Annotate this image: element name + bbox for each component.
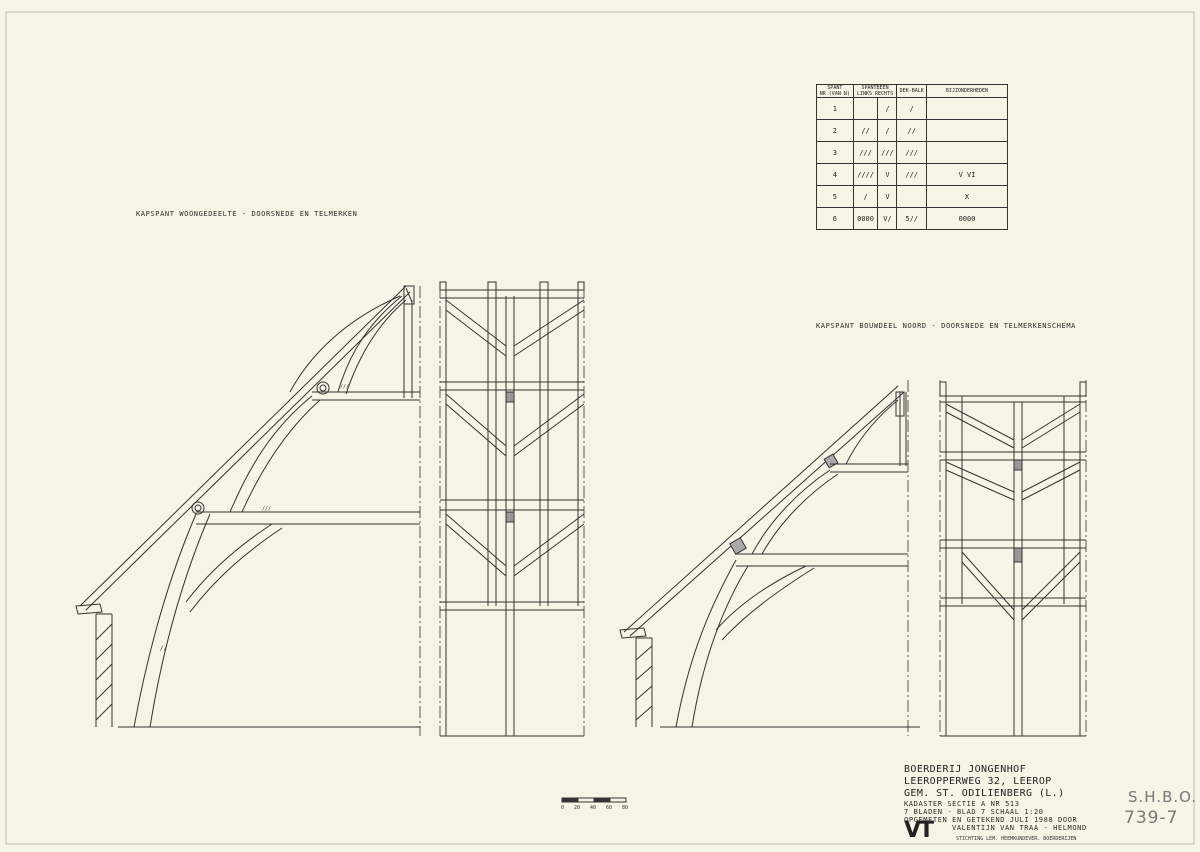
vt-logo: VT — [904, 818, 933, 843]
title-line-1: BOERDERIJ JONGENHOF — [904, 764, 1026, 775]
legend-header-dekbalk: DEK-BALK — [897, 85, 927, 98]
scale-tick-60: 60 — [606, 805, 613, 811]
right-drawing-title: KAPSPANT BOUWDEEL NOORD - DOORSNEDE EN TELMERKENSCHEMA — [816, 322, 1076, 330]
right-truss-section — [620, 380, 920, 736]
left-truss-elevation — [440, 282, 584, 736]
title-footer: STICHTING LEM. HEEMKUNDEVER. BOERDERIJEN — [956, 836, 1077, 842]
svg-text:///: /// — [262, 506, 272, 512]
scale-bar — [562, 798, 626, 802]
scale-tick-80: 80 — [622, 805, 629, 811]
title-line-2: LEEROPPERWEG 32, LEEROP — [904, 776, 1052, 787]
scale-tick-0: 0 — [561, 805, 565, 811]
sheet-number: 739-7 — [1124, 808, 1179, 828]
legend-row: 2 // / // — [817, 120, 1008, 142]
title-line-6: OPGEMETEN EN GETEKEND JULI 1988 DOOR — [904, 816, 1078, 824]
right-truss-elevation — [940, 380, 1086, 736]
sheet-border — [6, 12, 1194, 844]
legend-header-spant: SPANT NR (VAN N) — [817, 85, 854, 98]
legend-header-spantbeen: SPANTBEEN LINKS RECHTS — [853, 85, 897, 98]
scale-tick-20: 20 — [574, 805, 581, 811]
org-stamp: S.H.B.O. — [1128, 788, 1198, 806]
title-line-5: 7 BLADEN - BLAD 7 SCHAAL 1:20 — [904, 808, 1044, 816]
title-line-7: VALENTIJN VAN TRAA - HELMOND — [952, 824, 1087, 832]
legend-row: 1 / / — [817, 98, 1008, 120]
legend-header-bijzonderheden: BIJZONDERHEDEN — [927, 85, 1008, 98]
rafter-line — [80, 286, 406, 606]
legend-row: 3 /// /// /// — [817, 142, 1008, 164]
scale-tick-40: 40 — [590, 805, 597, 811]
left-drawing-title: KAPSPANT WOONGEDEELTE - DOORSNEDE EN TELMERKEN — [136, 210, 358, 218]
title-line-4: KADASTER SECTIE A NR 513 — [904, 800, 1020, 808]
legend-row: 6 0000 V/ 5// 0000 — [817, 208, 1008, 230]
legend-row: 4 //// V /// V VI — [817, 164, 1008, 186]
svg-text://: // — [160, 645, 168, 652]
title-line-3: GEM. ST. ODILIENBERG (L.) — [904, 788, 1065, 799]
svg-text:///: /// — [340, 384, 350, 390]
count-mark-legend-table — [816, 84, 1008, 230]
left-truss-section — [76, 286, 420, 736]
legend-row: 5 / V X — [817, 186, 1008, 208]
